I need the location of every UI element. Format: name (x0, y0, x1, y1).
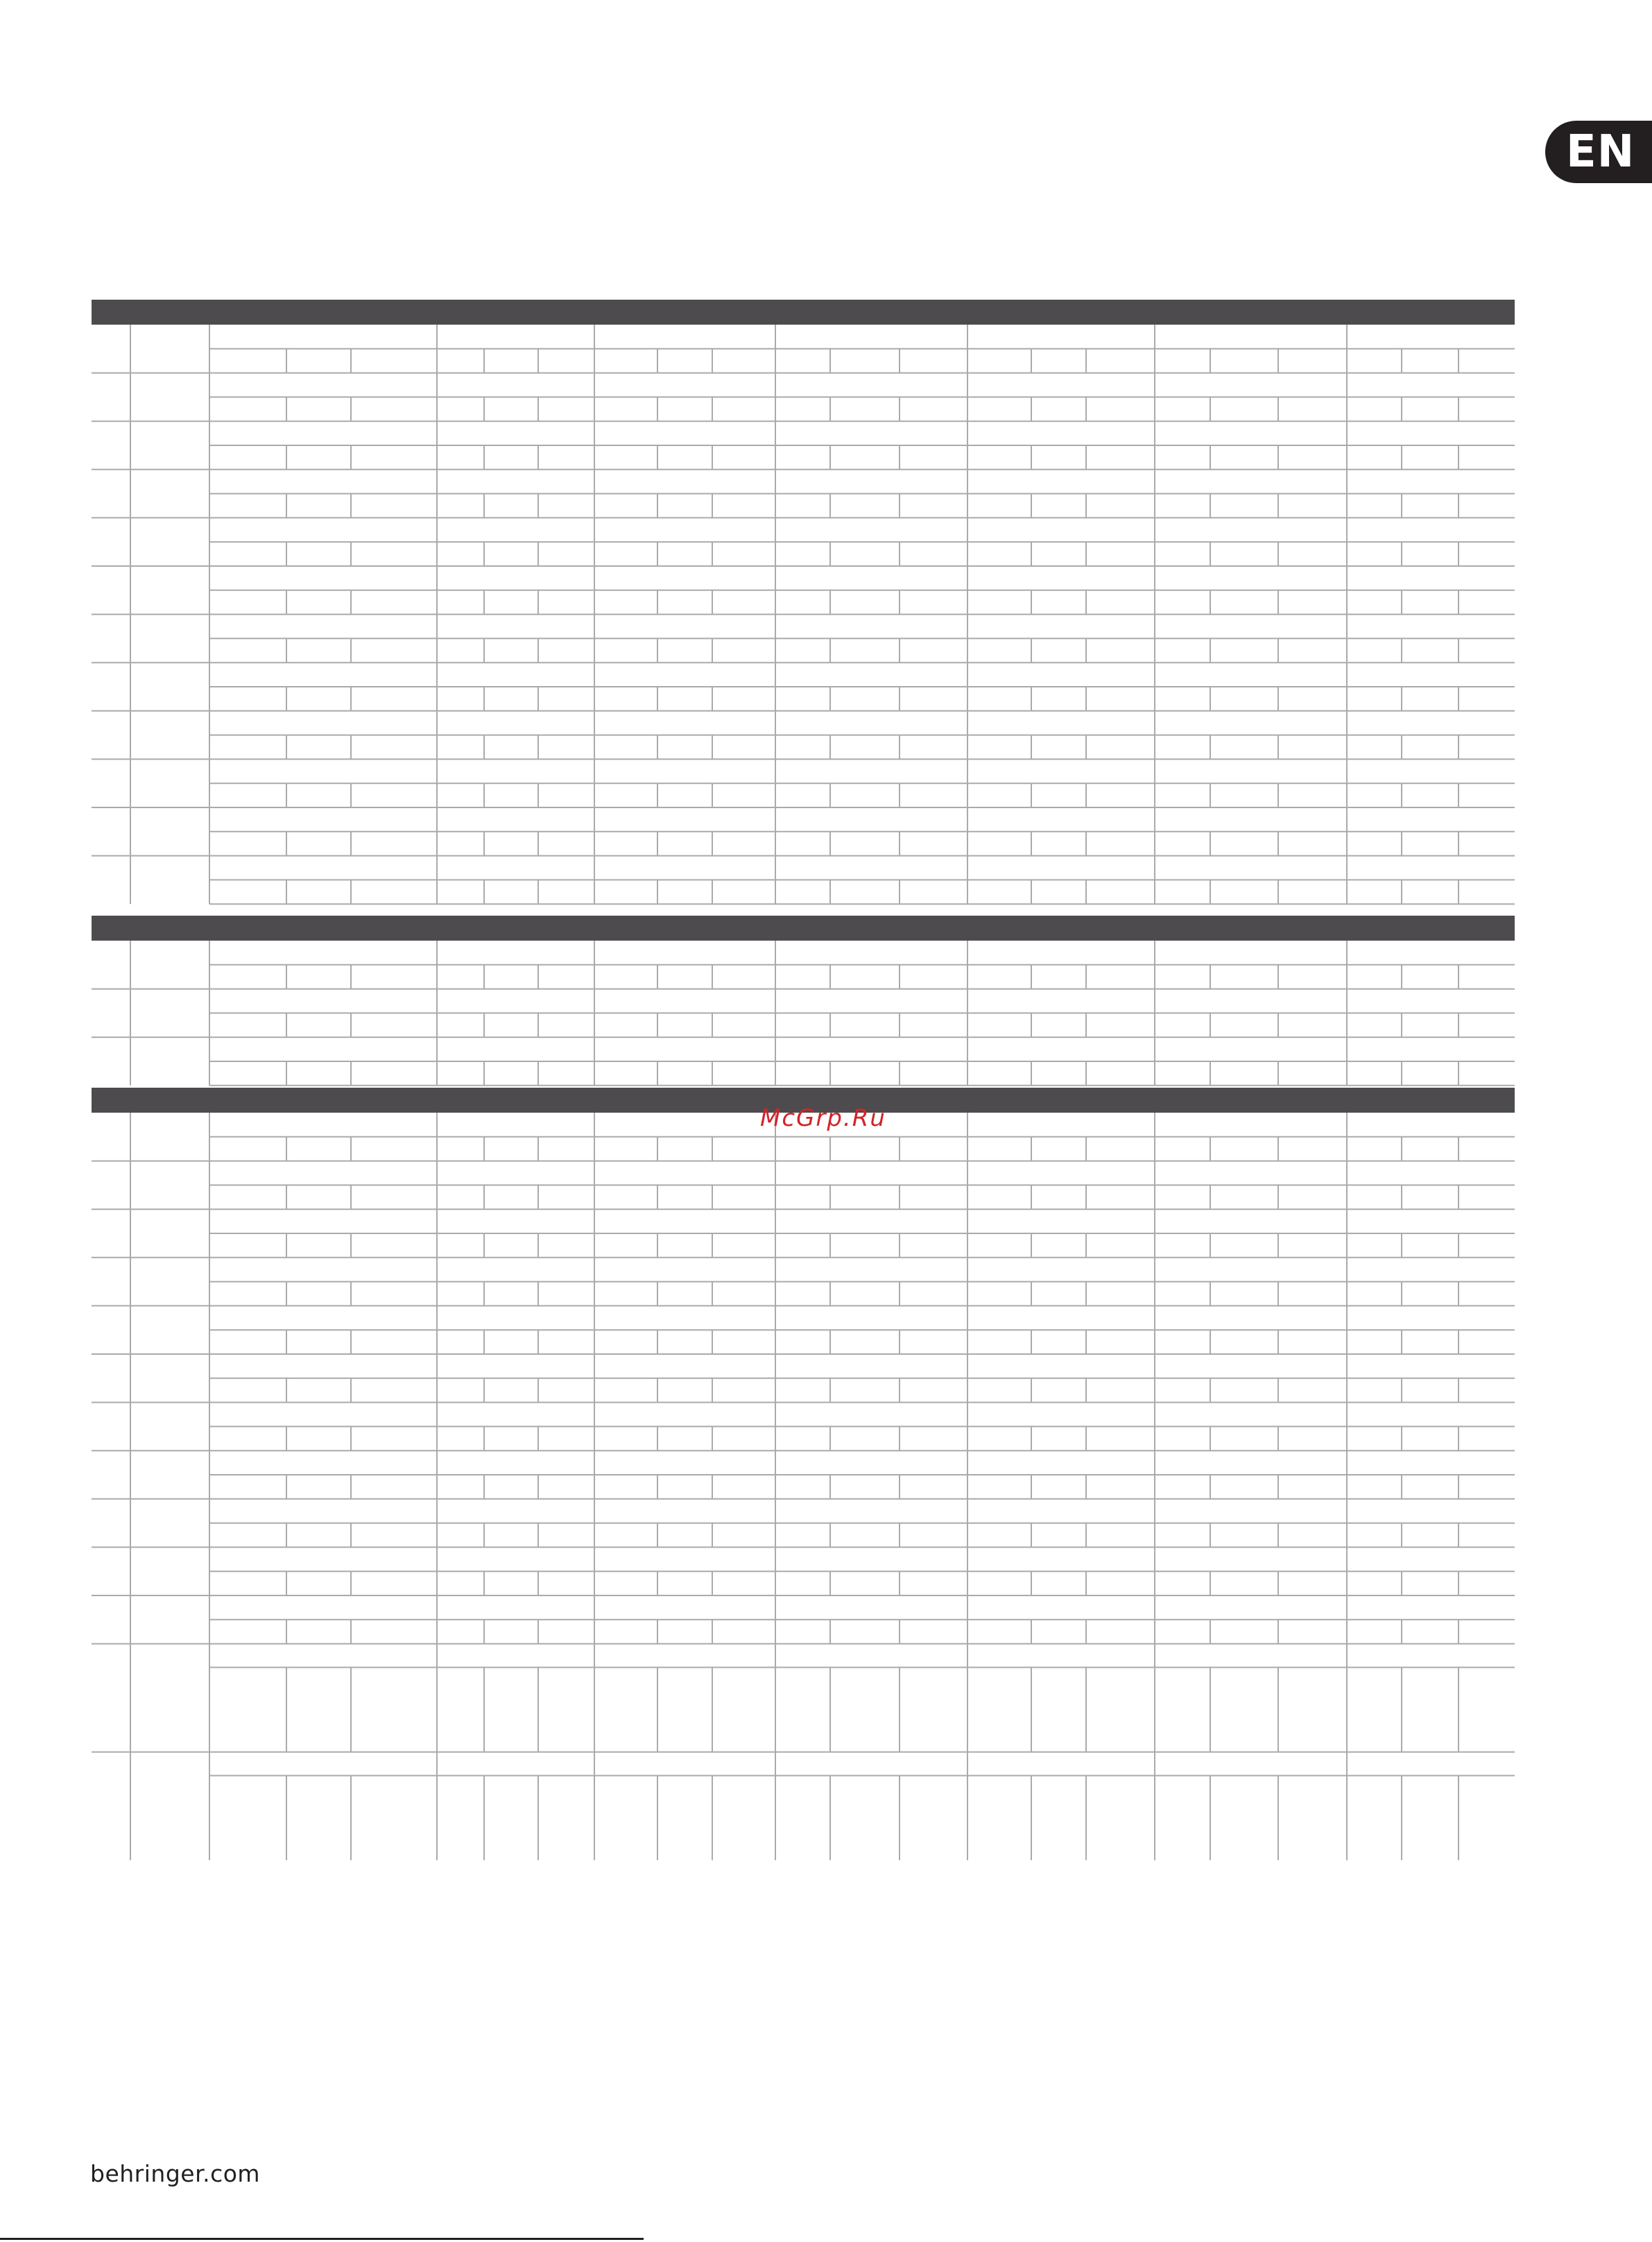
section-header-bar (92, 916, 1515, 941)
footer-url[interactable]: behringer.com (90, 2160, 261, 2187)
footer-rule (0, 2238, 644, 2240)
watermark-text: McGrp.Ru (760, 1104, 886, 1132)
section-header-bar (92, 300, 1515, 325)
language-tab-en[interactable]: EN (1545, 121, 1652, 183)
